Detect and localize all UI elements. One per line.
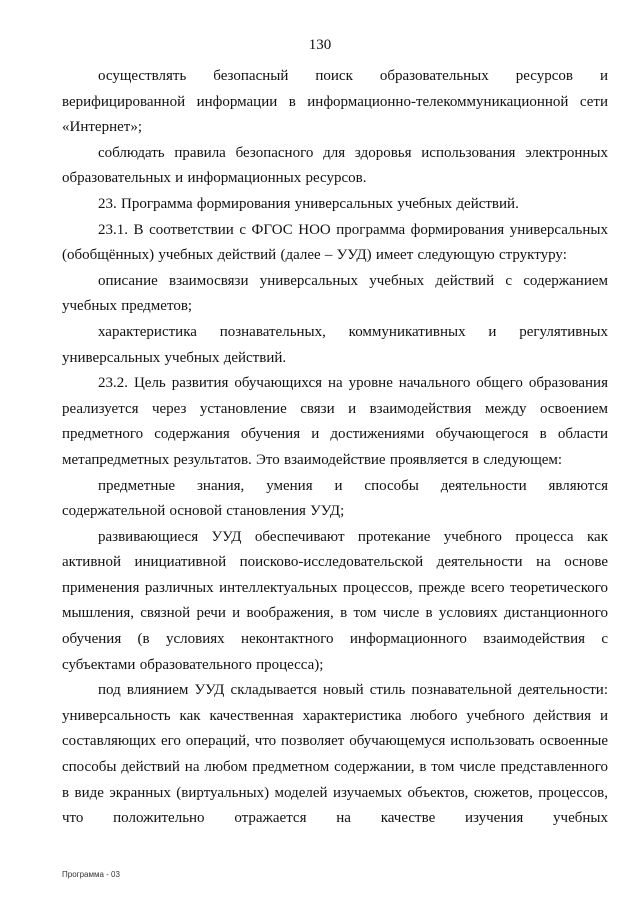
- paragraph-developing-uud: развивающиеся УУД обеспечивают протекание учебного процесса как активной инициативной поисково-исследовательской деятельности на основе применения различных интеллектуальных процессов, прежде всего теоретического мышления, связной речи и воображения, в том числе в условиях дистанционного обучения (в условиях неконтактного информационного взаимодействия с субъектами образовательного процесса);: [62, 528, 608, 673]
- paragraph-safety-rules: соблюдать правила безопасного для здоровья использования электронных образовательных и информационных ресурсов.: [62, 144, 608, 187]
- paragraph-23-2: 23.2. Цель развития обучающихся на уровне начального общего образования реализуется через установление связи и взаимодействия между освоением предметного содержания обучения и достижениями обучающегося в области метапредметных результатов. Это взаимодействие проявляется в следующем:: [62, 375, 608, 468]
- paragraph-structure-item-2: характеристика познавательных, коммуникативных и регулятивных универсальных учебных действий.: [62, 323, 608, 366]
- section-heading-23: 23. Программа формирования универсальных учебных действий.: [98, 195, 519, 212]
- document-body: [62, 64, 608, 832]
- paragraph-subject-knowledge: предметные знания, умения и способы деятельности являются содержательной основой становления УУД;: [62, 477, 608, 520]
- paragraph-structure-item-1: описание взаимосвязи универсальных учебных действий с содержанием учебных предметов;: [62, 272, 608, 315]
- paragraph-23-1: 23.1. В соответствии с ФГОС НОО программа формирования универсальных (обобщённых) учебных действий (далее – УУД) имеет следующую структуру:: [62, 221, 608, 264]
- paragraph-search-resources: осуществлять безопасный поиск образовательных ресурсов и верифицированной информации в информационно-телекоммуникационной сети «Интернет»;: [62, 68, 608, 136]
- footer-label: Программа - 03: [62, 870, 120, 879]
- paragraph-new-style: под влиянием УУД складывается новый стиль познавательной деятельности: универсальность как качественная характеристика любого учебного действия и составляющих его операций, что позволяет обучающемуся использовать освоенные способы действий на любом предметном содержании, в том числе представленного в виде экранных (виртуальных) моделей изучаемых объектов, сюжетов, процессов, что положительно отражается на качестве изучения учебных: [62, 682, 608, 827]
- page-number: 130: [308, 37, 332, 53]
